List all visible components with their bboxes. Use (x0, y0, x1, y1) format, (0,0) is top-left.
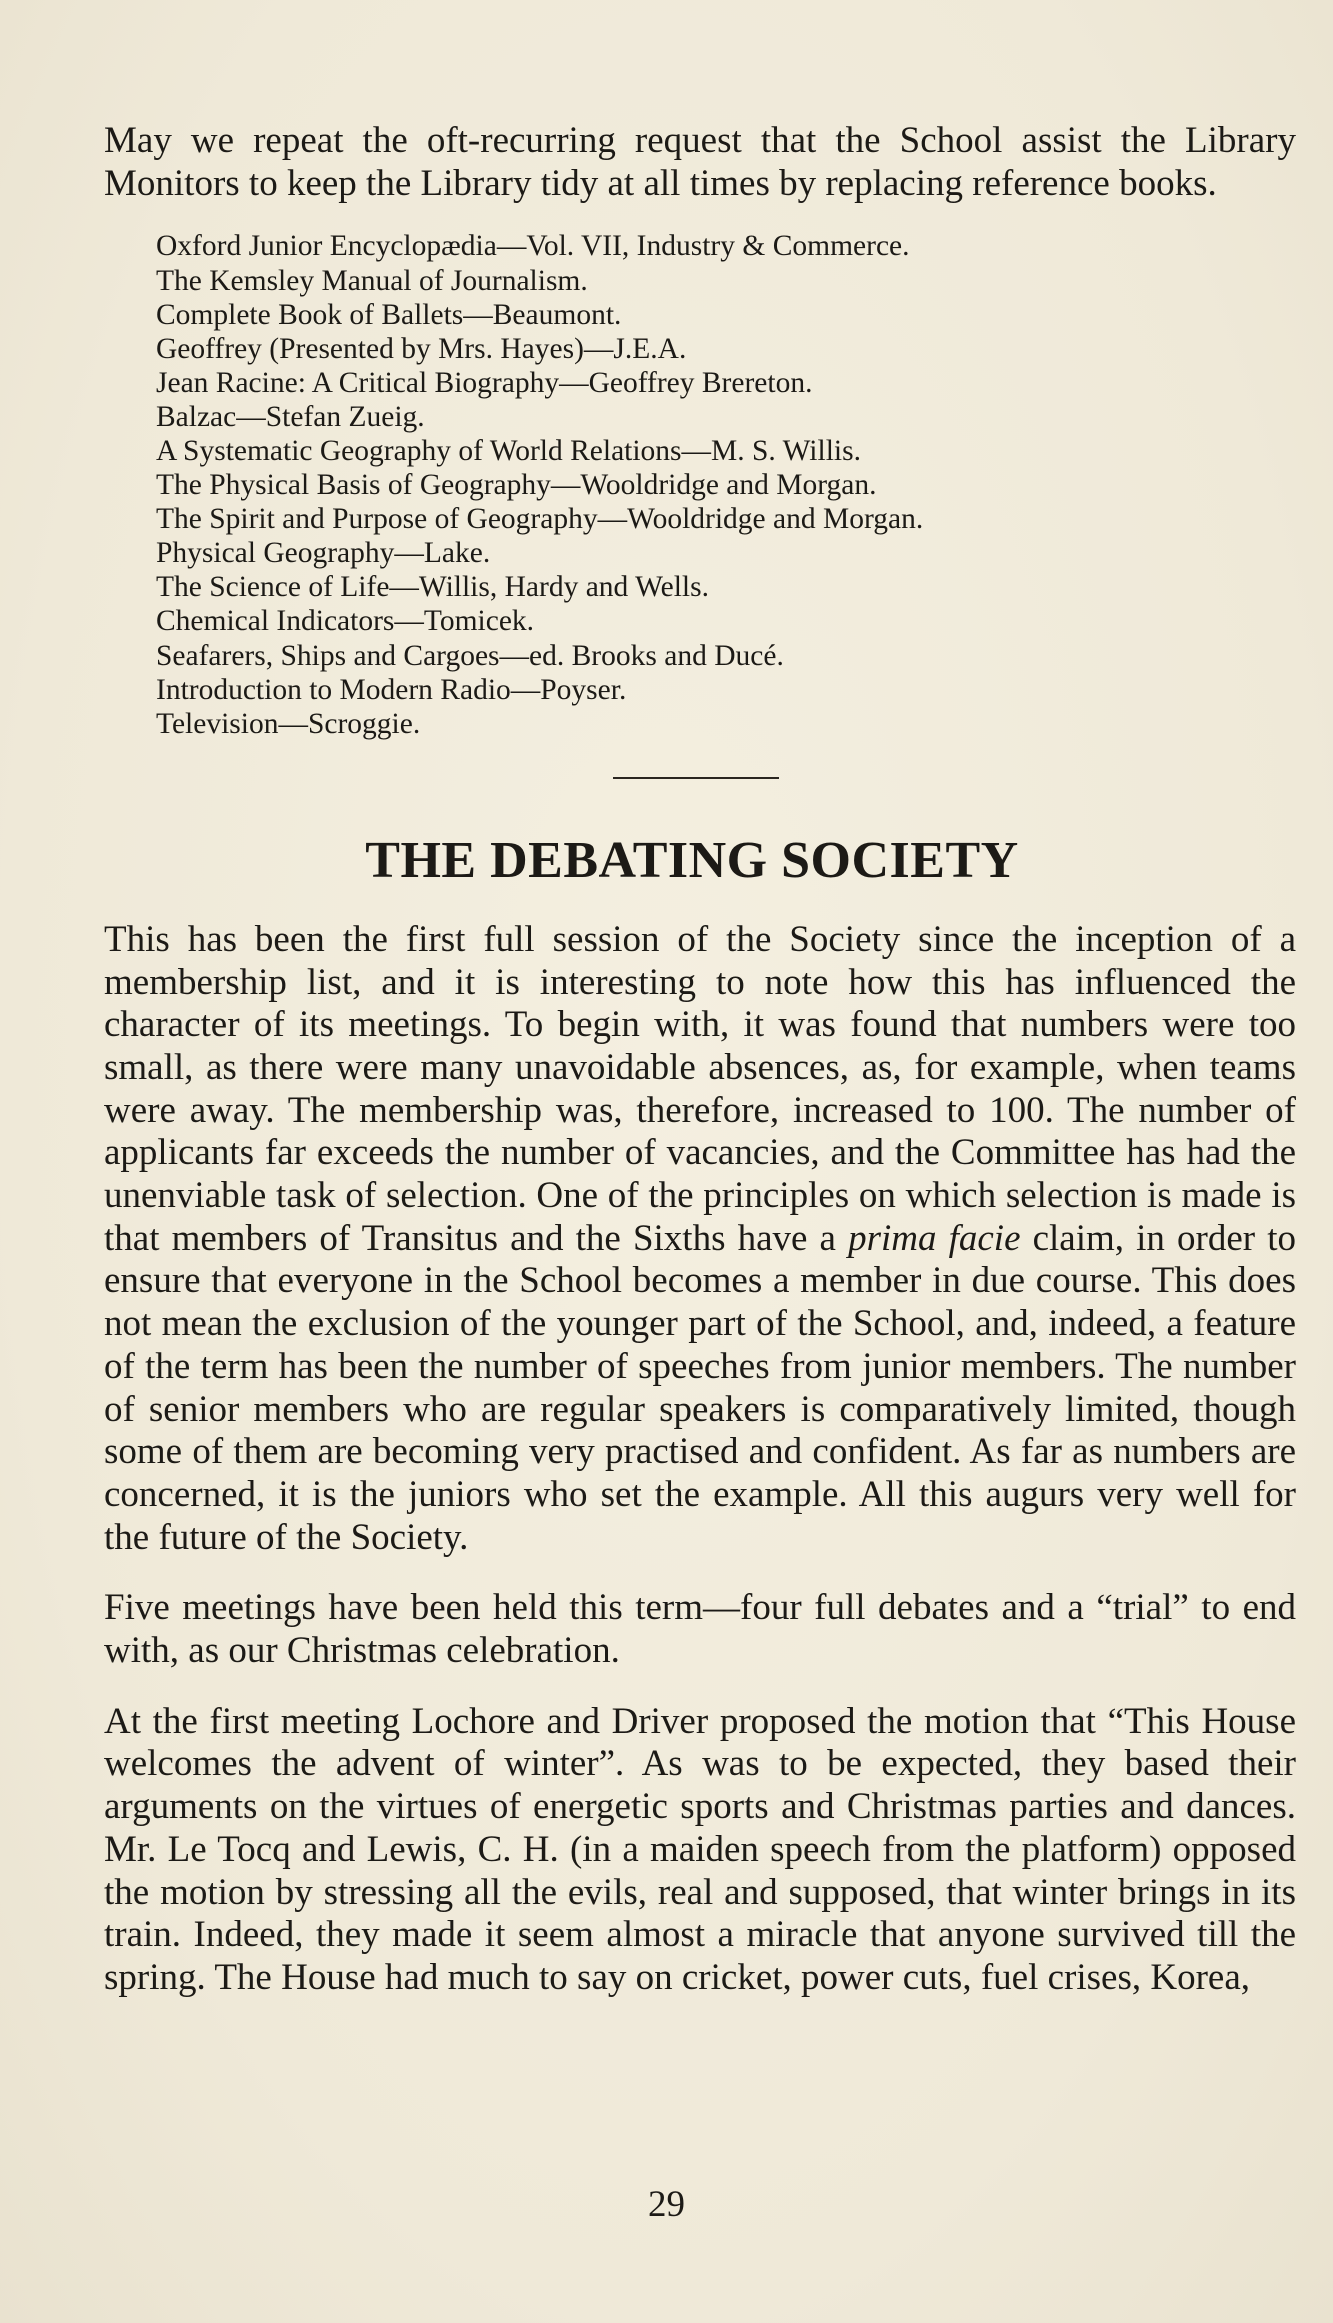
page-content (104, 120, 1296, 2000)
book-list-item: Seafarers, Ships and Cargoes—ed. Brooks and Ducé. (156, 639, 784, 672)
section-heading: THE DEBATING SOCIETY (365, 831, 1019, 889)
section-divider (613, 777, 779, 779)
book-list-item: The Spirit and Purpose of Geography—Wooldridge and Morgan. (156, 503, 924, 536)
book-list-item: Television—Scroggie. (156, 707, 421, 740)
page-number: 29 (648, 2184, 685, 2225)
library-request-paragraph: May we repeat the oft-recurring request that the School assist the Library Monitors to keep the Library tidy at all times by replacing reference books. (104, 120, 1296, 204)
book-list-item: Introduction to Modern Radio—Poyser. (156, 673, 627, 706)
book-list-item: Complete Book of Ballets—Beaumont. (156, 298, 622, 331)
book-list-item: The Kemsley Manual of Journalism. (156, 264, 588, 297)
book-list-item: A Systematic Geography of World Relations—M. S. Willis. (156, 434, 861, 467)
book-list-item: The Physical Basis of Geography—Wooldridge and Morgan. (156, 469, 877, 502)
book-list-item: Physical Geography—Lake. (156, 537, 491, 570)
debating-paragraph-membership (104, 919, 1296, 1560)
book-list-item: The Science of Life—Willis, Hardy and Wells. (156, 571, 709, 604)
book-list-item: Oxford Junior Encyclopædia—Vol. VII, Industry & Commerce. (156, 230, 910, 263)
debating-paragraph-meetings: Five meetings have been held this term—four full debates and a “trial” to end with, as our Christmas celebration. (104, 1587, 1296, 1672)
paragraph-text: This has been the first full session of the Society since the inception of a membership list, and it is interesting to note how this has influenced the character of its meetings. To begin with, it was found that numbers were too small, as there were many unavoidable absences, as, for example, when teams were away. The membership was, therefore, increased to 100. The number of applicants far exceeds the number of vacancies, and the Committee has had the unenviable task of selection. One of the principles on which selection is made is that members of Transitus and the Sixths have a (104, 918, 1296, 1259)
italic-phrase: prima facie (848, 1217, 1021, 1259)
book-list-item: Jean Racine: A Critical Biography—Geoffrey Brereton. (156, 366, 813, 399)
book-list-item: Balzac—Stefan Zueig. (156, 400, 425, 433)
debating-paragraph-first-meeting: At the first meeting Lochore and Driver proposed the motion that “This House welcomes the advent of winter”. As was to be expected, they based their arguments on the virtues of energetic sports and Christmas parties and dances. Mr. Le Tocq and Lewis, C. H. (in a maiden speech from the platform) opposed the motion by stressing all the evils, real and supposed, that winter brings in its train. Indeed, they made it seem almost a miracle that anyone survived till the spring. The House had much to say on cricket, power cuts, fuel crises, Korea, (104, 1700, 1296, 1998)
paragraph-text: claim, in order to ensure that everyone in the School becomes a member in due course. This does not mean the exclusion of the younger part of the School, and, indeed, a feature of the term has been the number of speeches from junior members. The number of senior members who are regular speakers is comparatively limited, though some of them are becoming very practised and confident. As far as numbers are concerned, it is the juniors who set the example. All this augurs very well for the future of the Society. (104, 1217, 1296, 1558)
book-list-item: Chemical Indicators—Tomicek. (156, 605, 535, 638)
book-list (156, 229, 1296, 740)
book-list-item: Geoffrey (Presented by Mrs. Hayes)—J.E.A. (156, 332, 687, 365)
